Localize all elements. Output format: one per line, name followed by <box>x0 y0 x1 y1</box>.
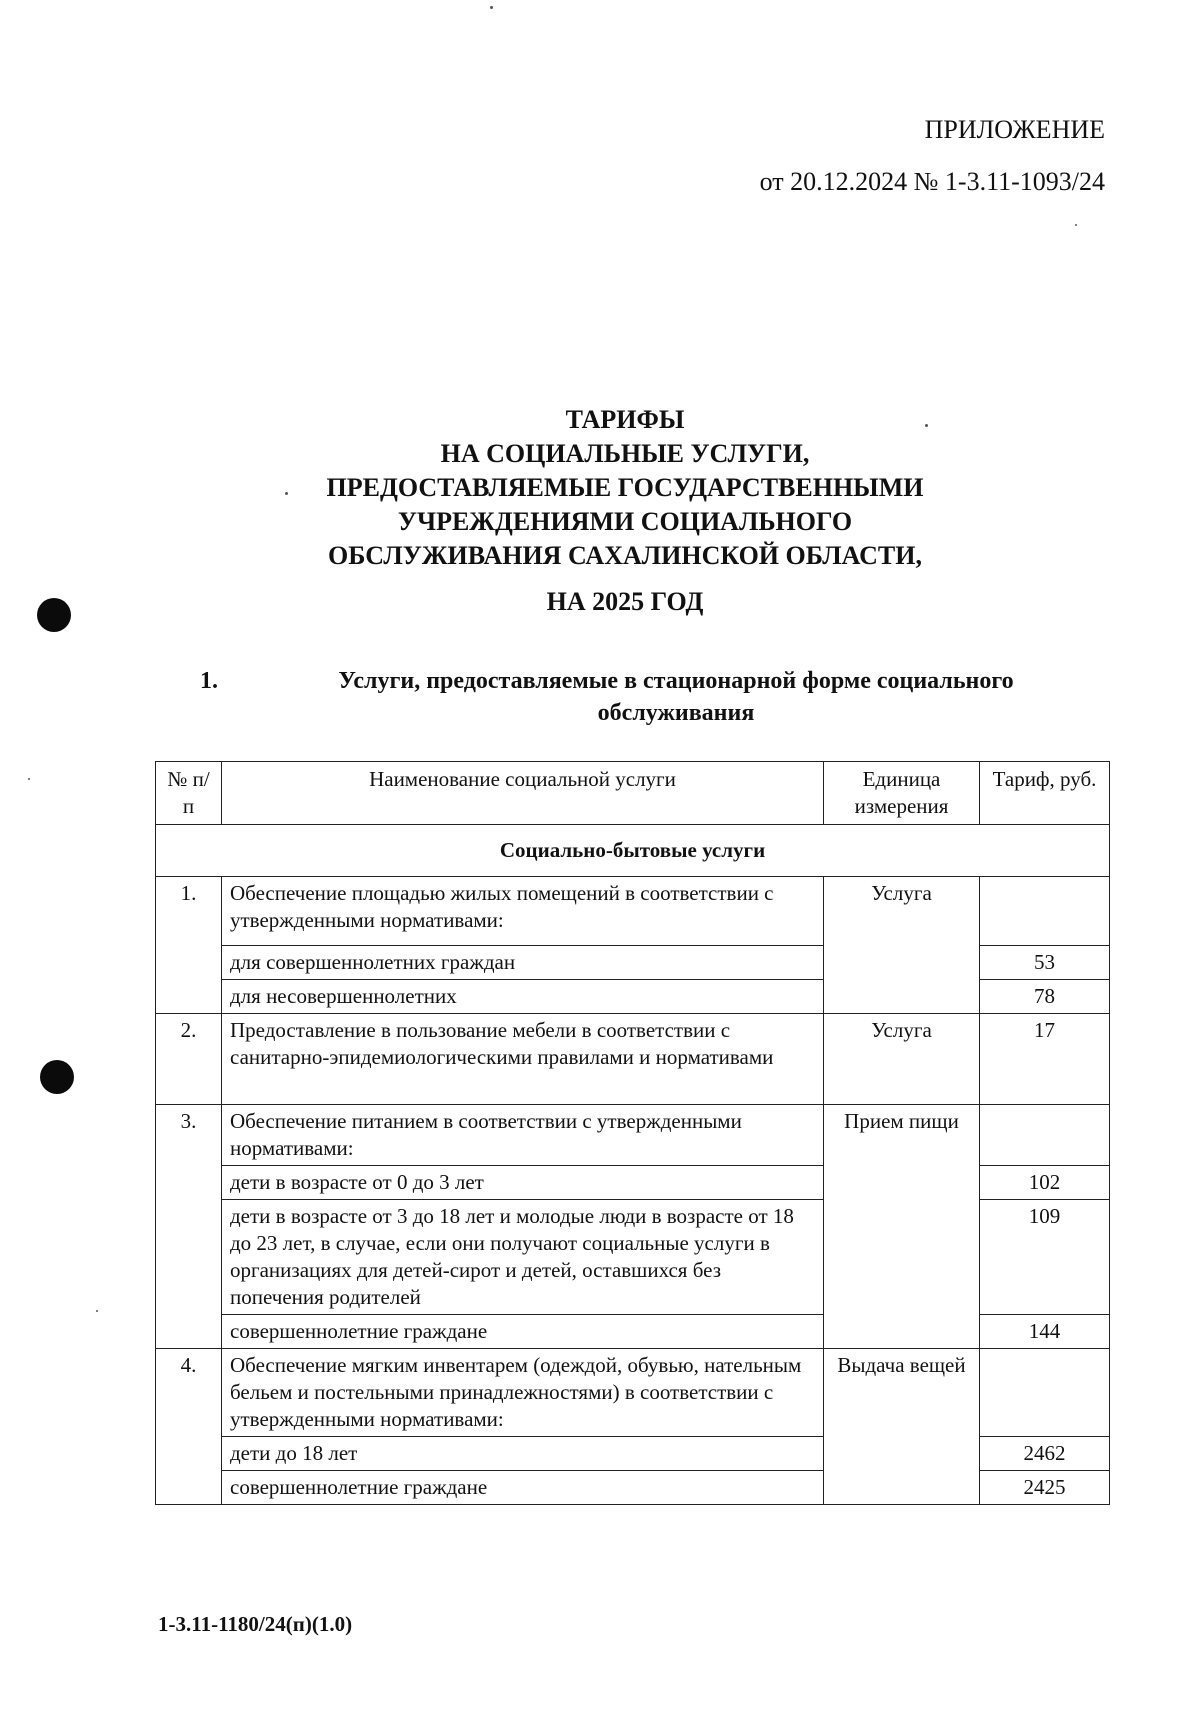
sub-item-tariff: 2425 <box>980 1471 1110 1505</box>
service-number: 3. <box>156 1105 222 1349</box>
service-number: 1. <box>156 877 222 1014</box>
document-code: 1-3.11-1180/24(п)(1.0) <box>158 1612 353 1636</box>
sub-item-name: дети в возрасте от 3 до 18 лет и молодые люди в возрасте от 18 до 23 лет, в случае, если они получают социальные услуги в организациях для детей-сирот и детей, оставшихся без попечения родителей <box>222 1200 824 1315</box>
service-name: Обеспечение площадью жилых помещений в соответствии с утвержденными нормативами: <box>222 877 824 946</box>
title-line: ПРЕДОСТАВЛЯЕМЫЕ ГОСУДАРСТВЕННЫМИ <box>326 473 924 502</box>
header-num: № п/п <box>156 762 222 825</box>
table-row <box>156 1014 1110 1105</box>
category-title: Социально-бытовые услуги <box>156 825 1110 877</box>
scan-speck <box>490 6 493 9</box>
title-line: ОБСЛУЖИВАНИЯ САХАЛИНСКОЙ ОБЛАСТИ, <box>328 541 922 570</box>
service-unit: Выдача вещей <box>824 1349 980 1505</box>
sub-item-tariff: 53 <box>980 946 1110 980</box>
scan-speck <box>1075 224 1077 226</box>
category-row <box>156 825 1110 877</box>
sub-item-name: для несовершеннолетних <box>222 980 824 1014</box>
punch-hole-mark <box>40 1060 74 1094</box>
sub-item-tariff: 102 <box>980 1166 1110 1200</box>
header-name: Наименование социальной услуги <box>222 762 824 825</box>
table-row <box>156 1349 1110 1437</box>
service-unit: Прием пищи <box>824 1105 980 1349</box>
appendix-label: ПРИЛОЖЕНИЕ <box>924 115 1105 144</box>
sub-item-tariff: 144 <box>980 1315 1110 1349</box>
header-tariff: Тариф, руб. <box>980 762 1110 825</box>
sub-item-name: совершеннолетние граждане <box>222 1471 824 1505</box>
title-line: УЧРЕЖДЕНИЯМИ СОЦИАЛЬНОГО <box>397 507 853 536</box>
sub-item-tariff: 78 <box>980 980 1110 1014</box>
service-name: Обеспечение мягким инвентарем (одеждой, обувью, нательным бельем и постельными принадлежностями) в соответствии с утвержденными нормативами: <box>222 1349 824 1437</box>
title-line: НА СОЦИАЛЬНЫЕ УСЛУГИ, <box>440 439 810 468</box>
document-title <box>240 403 1010 619</box>
service-tariff <box>980 877 1110 946</box>
punch-hole-mark <box>37 598 71 632</box>
service-unit: Услуга <box>824 877 980 1014</box>
scan-speck <box>28 778 30 780</box>
table-row <box>156 877 1110 946</box>
service-unit: Услуга <box>824 1014 980 1105</box>
service-number: 2. <box>156 1014 222 1105</box>
tariffs-table <box>155 761 1110 1505</box>
service-name: Предоставление в пользование мебели в соответствии с санитарно-эпидемиологическими правилами и нормативами <box>222 1014 824 1105</box>
scan-speck <box>96 1310 98 1312</box>
sub-item-tariff: 109 <box>980 1200 1110 1315</box>
service-tariff <box>980 1349 1110 1437</box>
service-tariff: 17 <box>980 1014 1110 1105</box>
service-tariff <box>980 1105 1110 1166</box>
sub-item-name: совершеннолетние граждане <box>222 1315 824 1349</box>
section-number: 1. <box>200 668 218 694</box>
title-line: ТАРИФЫ <box>565 405 685 434</box>
sub-item-tariff: 2462 <box>980 1437 1110 1471</box>
section-heading <box>200 665 1080 729</box>
table-row <box>156 1105 1110 1166</box>
header-unit: Единица измерения <box>824 762 980 825</box>
sub-item-name: для совершеннолетних граждан <box>222 946 824 980</box>
table-header-row <box>156 762 1110 825</box>
service-number: 4. <box>156 1349 222 1505</box>
appendix-header <box>760 112 1105 200</box>
sub-item-name: дети в возрасте от 0 до 3 лет <box>222 1166 824 1200</box>
section-title: Услуги, предоставляемые в стационарной форме социального обслуживания <box>338 668 1014 726</box>
service-name: Обеспечение питанием в соответствии с утвержденными нормативами: <box>222 1105 824 1166</box>
appendix-reference: от 20.12.2024 № 1-3.11-1093/24 <box>759 167 1105 196</box>
sub-item-name: дети до 18 лет <box>222 1437 824 1471</box>
title-year: НА 2025 ГОД <box>546 587 704 616</box>
